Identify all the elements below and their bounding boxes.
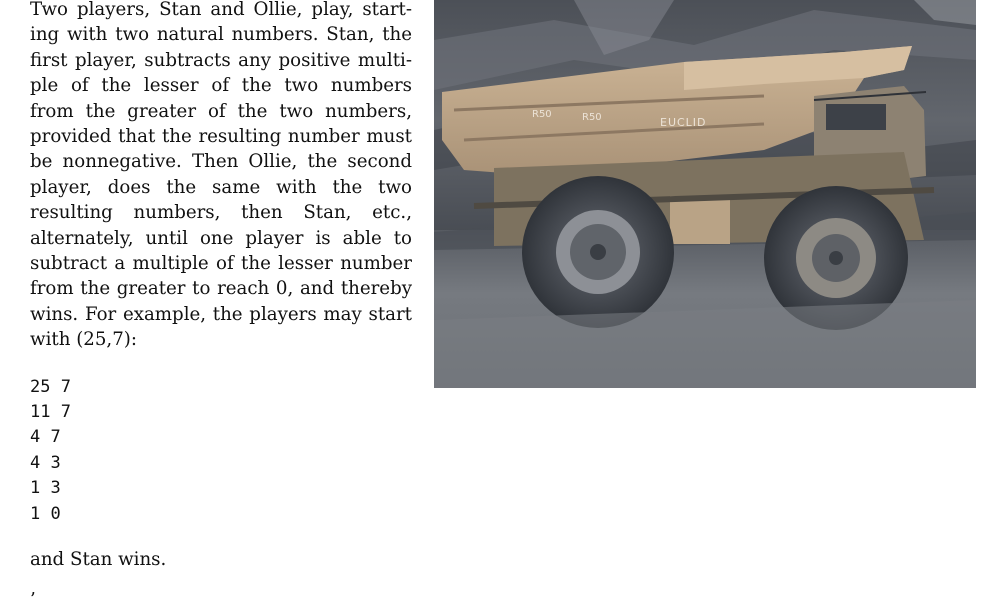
move-row: 4 7 — [30, 427, 61, 448]
move-row: 11 7 — [30, 402, 71, 423]
truncated-next-line: ’ — [30, 589, 36, 610]
dump-truck-photo — [434, 0, 976, 388]
move-row: 1 0 — [30, 503, 61, 524]
move-row: 25 7 — [30, 376, 71, 397]
game-description: Two players, Stan and Ollie, play, starting with two natural numbers. Stan, the first player, subtracts any positive multiple of the lesser of the two numbers from the greater of the two numbers, provided that the resulting number must be nonnegative. Then Ollie, the second player, does the same with the two resulting numbers, then Stan, etc., alternately, until one player is able to subtract a multiple of the lesser number from the greater to reach 0, and thereby wins. For example, the players may start with (25,7): — [30, 0, 412, 351]
move-row: 1 3 — [30, 478, 61, 499]
truck-label: R50 — [582, 112, 602, 123]
move-row: 4 3 — [30, 452, 61, 473]
truck-label: EUCLID — [660, 116, 707, 129]
rear-wheel — [522, 176, 674, 328]
closing-line: and Stan wins. — [30, 549, 167, 571]
truck-label: R50 — [532, 109, 552, 120]
cab-window — [826, 104, 886, 130]
fuel-tank — [670, 196, 730, 244]
move-sequence — [30, 375, 412, 527]
article-text — [30, 0, 412, 610]
